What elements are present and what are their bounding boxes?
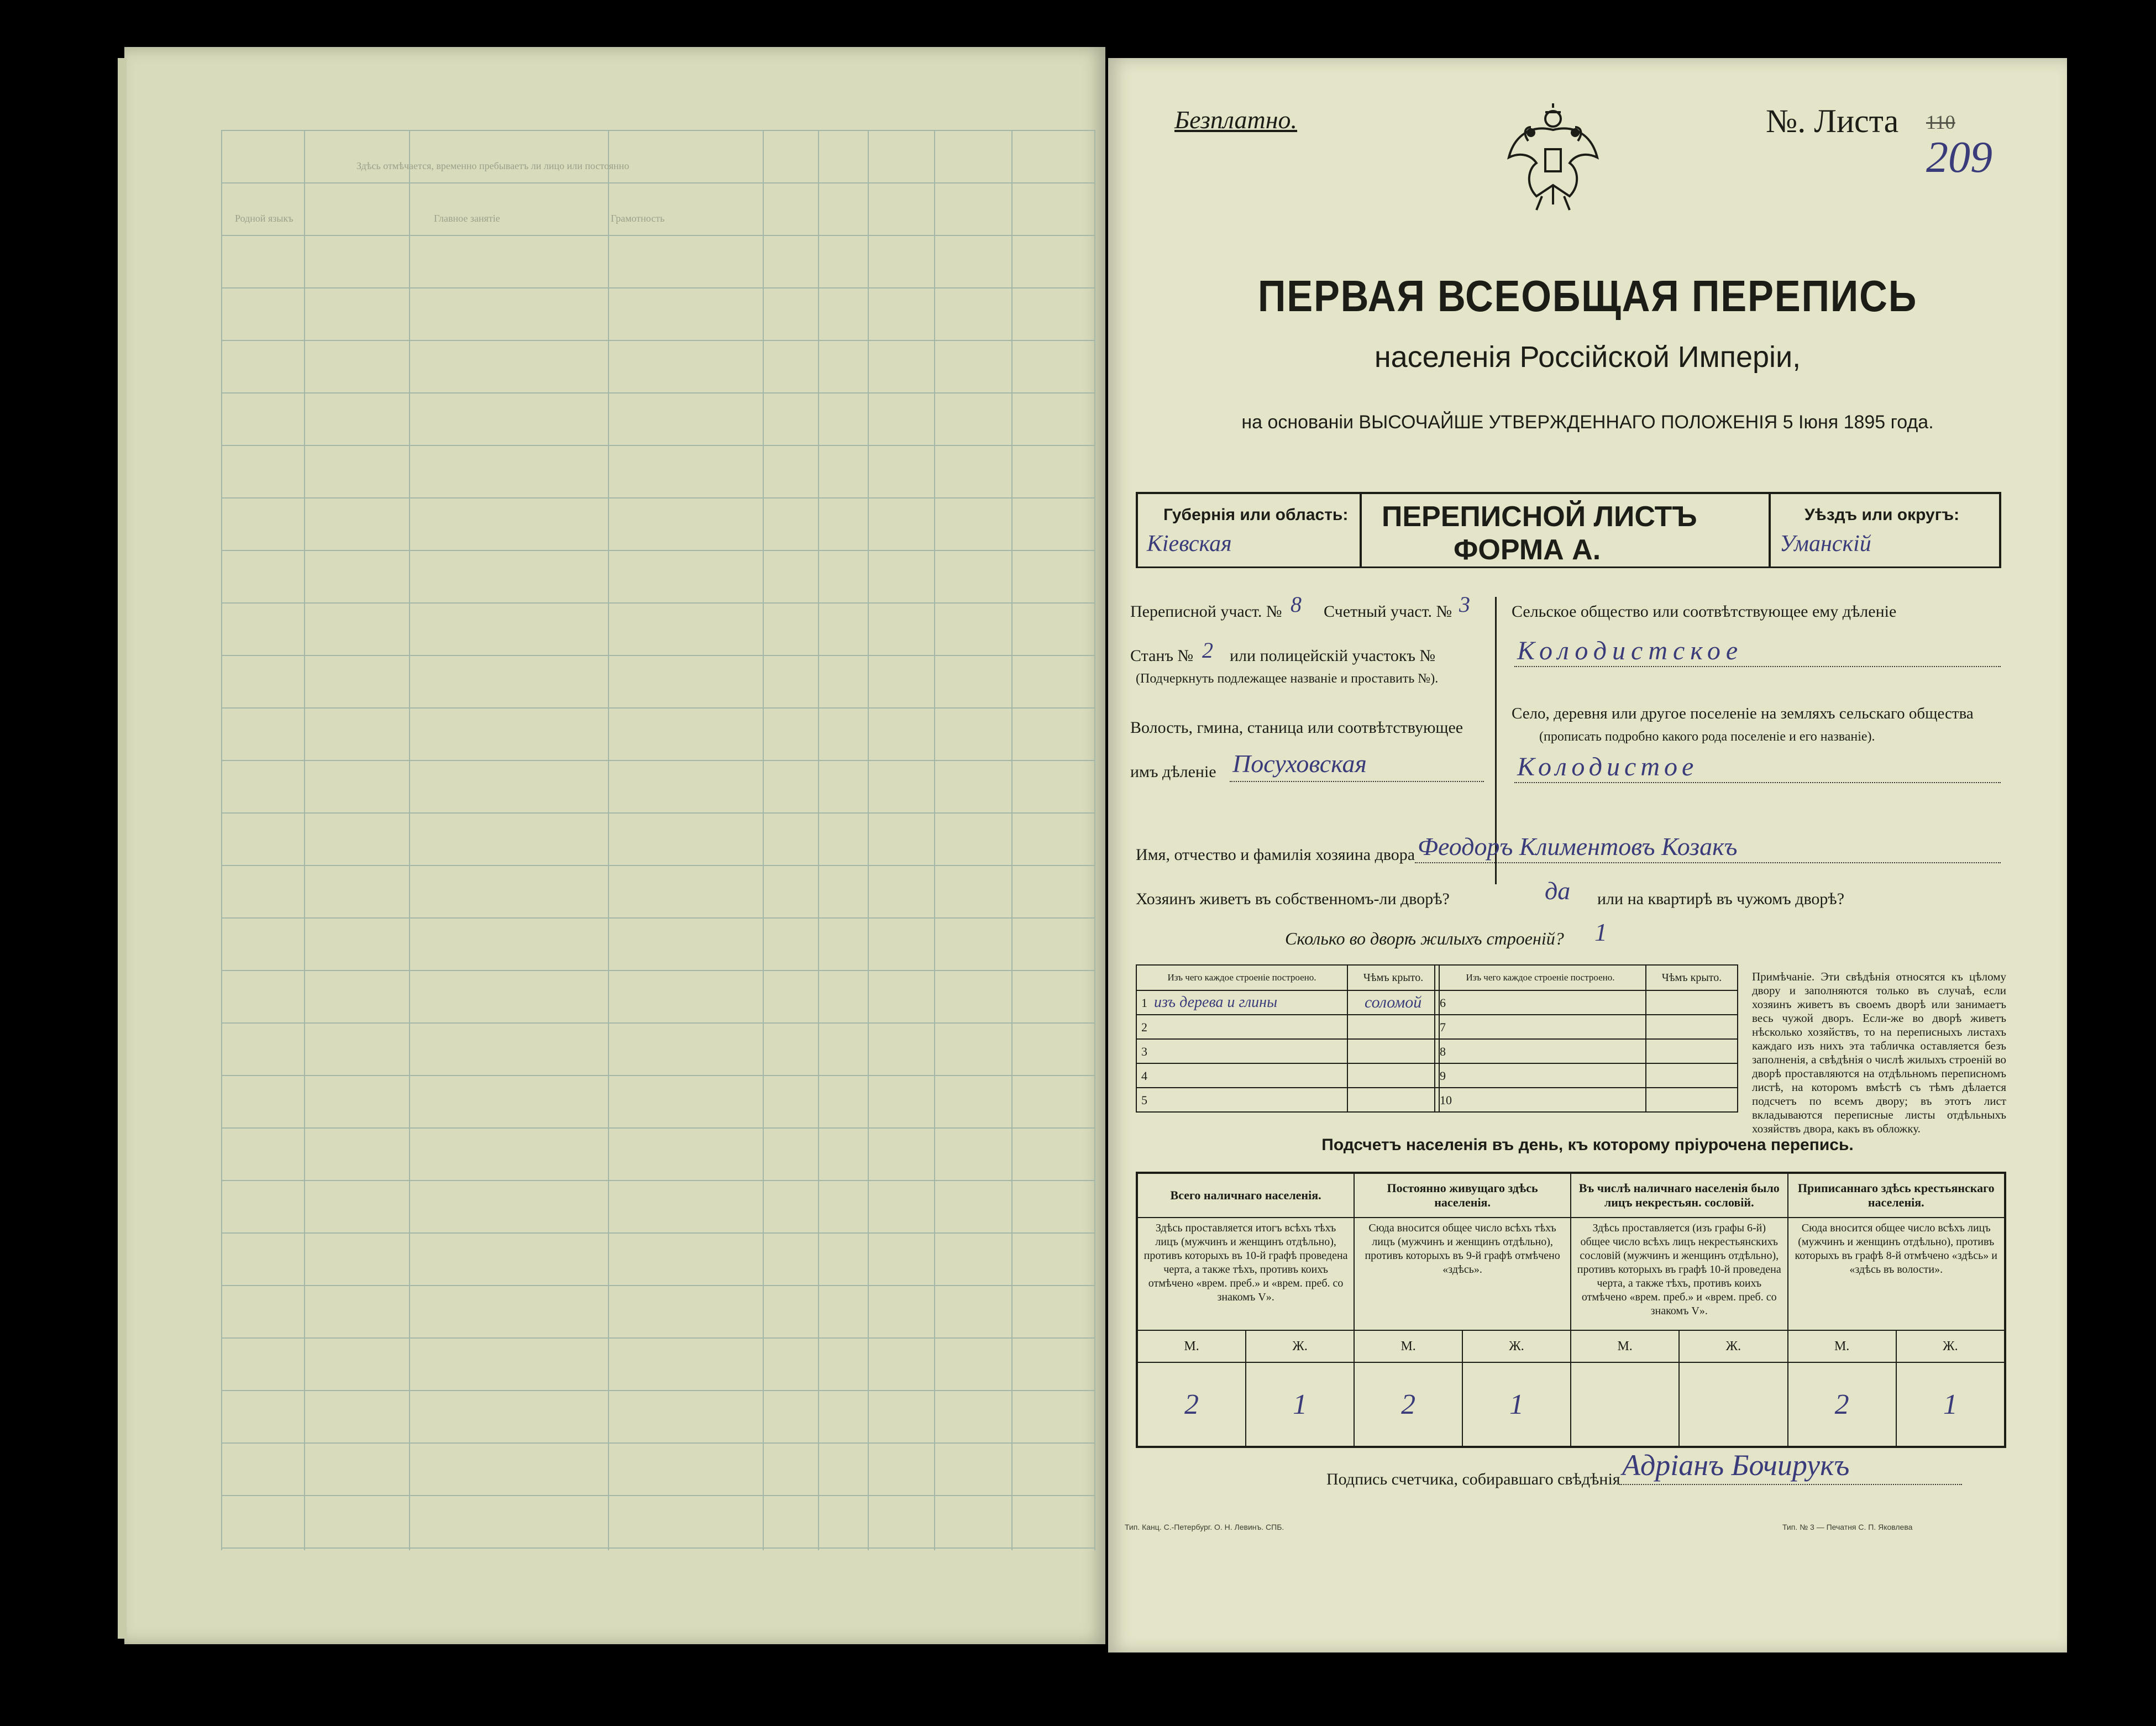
row-number: 3	[1141, 1045, 1147, 1058]
population-desc-row	[1137, 1218, 2005, 1330]
grid-line	[221, 130, 1094, 131]
row-number: 10	[1440, 1093, 1452, 1107]
guberniya-value: Кіевская	[1147, 531, 1232, 557]
building-material-cell[interactable]	[1435, 1063, 1646, 1088]
population-column-description: Сюда вносится общее число всѣхъ лицъ (мужчинъ и женщинъ отдѣльно), противъ которыхъ въ графѣ 8-й отмѣчено «здѣсь» и «здѣсь въ волости».	[1788, 1218, 2006, 1330]
grid-line	[221, 1495, 1094, 1496]
female-header: Ж.	[1679, 1330, 1787, 1362]
row-number: 4	[1141, 1069, 1147, 1083]
table-row	[1435, 1015, 1738, 1039]
population-values-row	[1137, 1362, 2005, 1447]
grid-line	[221, 1390, 1094, 1391]
volost-label: Волость, гмина, станица или соотвѣтствующее	[1130, 718, 1463, 737]
table-row	[1136, 1088, 1439, 1112]
table-row	[1435, 1039, 1738, 1063]
header-material: Изъ чего каждое строеніе построено.	[1136, 965, 1347, 990]
row-number: 6	[1440, 996, 1446, 1010]
grid-line	[221, 1180, 1094, 1181]
male-count[interactable]: 2	[1354, 1362, 1462, 1447]
census-district-label: Переписной участ. №	[1130, 602, 1282, 621]
grid-line	[221, 1127, 1094, 1129]
female-header: Ж.	[1896, 1330, 2005, 1362]
male-count[interactable]	[1571, 1362, 1679, 1447]
village-label: Село, деревня или другое поселеніе на земляхъ сельскаго общества	[1512, 705, 1974, 722]
enumerator-signature: Адріанъ Бочирукъ	[1622, 1449, 1850, 1482]
population-column-description: Здѣсь проставляется итогъ всѣхъ тѣхъ лицъ (мужчинъ и женщинъ отдѣльно), противъ которыхъ въ 10-й графѣ проведена черта, а также тѣхъ, противъ коихъ отмѣчено «врем. преб.» и «врем. преб. со знакомъ V».	[1137, 1218, 1354, 1330]
building-material-cell[interactable]	[1136, 1063, 1347, 1088]
buildings-label: Сколько во дворѣ жилыхъ строеній?	[1285, 928, 1564, 948]
uezd-value: Уманскій	[1780, 531, 1871, 557]
table-row	[1435, 990, 1738, 1015]
grid-line	[221, 340, 1094, 341]
grid-line	[221, 1022, 1094, 1024]
count-district-value[interactable]: 3	[1459, 592, 1470, 617]
building-material-value: изъ дерева и глины	[1154, 994, 1278, 1011]
grid-line	[221, 1337, 1094, 1339]
population-table	[1136, 1172, 2006, 1448]
table-header-row	[1136, 965, 1439, 990]
header-roof: Чѣмъ крыто.	[1646, 965, 1738, 990]
building-roof-cell[interactable]	[1646, 990, 1738, 1015]
row-number: 8	[1440, 1045, 1446, 1058]
eagle-emblem-icon	[1498, 102, 1608, 213]
female-header: Ж.	[1246, 1330, 1354, 1362]
grid-line	[221, 445, 1094, 446]
left-page	[124, 47, 1105, 1644]
row-number: 1	[1141, 996, 1147, 1010]
male-header: М.	[1137, 1330, 1246, 1362]
header-roof: Чѣмъ крыто.	[1347, 965, 1439, 990]
imprint-right: Тип. № 3 — Печатня С. П. Яковлева	[1782, 1523, 1913, 1531]
sheet-number-label: №. Листа	[1766, 103, 1899, 139]
male-header: М.	[1788, 1330, 1896, 1362]
row-number: 7	[1440, 1020, 1446, 1034]
ghost-text: Главное занятіе	[434, 213, 500, 224]
stan-label: Станъ №	[1130, 647, 1194, 665]
ghost-text: Грамотность	[611, 213, 665, 224]
male-count[interactable]: 2	[1137, 1362, 1246, 1447]
building-roof-cell[interactable]	[1646, 1039, 1738, 1063]
population-column-head: Приписаннаго здѣсь крестьянскаго населенія.	[1788, 1173, 2006, 1218]
population-title: Подсчетъ населенія въ день, къ которому пріурочена перепись.	[1321, 1136, 1854, 1154]
lives-own-label: Хозяинъ живетъ въ собственномъ-ли дворѣ?	[1136, 890, 1450, 908]
society-value[interactable]: Колодистское	[1517, 636, 1744, 665]
buildings-table-left	[1136, 964, 1440, 1113]
grid-line	[221, 235, 1094, 236]
grid-line	[221, 1547, 1094, 1549]
building-material-cell[interactable]	[1136, 1015, 1347, 1039]
female-count[interactable]: 1	[1462, 1362, 1571, 1447]
building-roof-cell[interactable]: соломой	[1347, 990, 1439, 1015]
population-head-row	[1137, 1173, 2005, 1218]
grid-line	[221, 1442, 1094, 1444]
building-material-cell[interactable]	[1136, 1039, 1347, 1063]
ghost-text: Родной языкъ	[235, 213, 293, 224]
stan-rest: или полицейскій участокъ №	[1230, 647, 1436, 665]
grid-line	[221, 655, 1094, 656]
female-count[interactable]	[1679, 1362, 1787, 1447]
building-material-cell[interactable]	[1435, 1088, 1646, 1112]
table-row	[1435, 1088, 1738, 1112]
row-number: 5	[1141, 1093, 1147, 1107]
sheet-number-handwritten: 209	[1926, 133, 1992, 182]
page-stack-edge	[118, 58, 127, 1639]
sheet-number-struck: 110	[1926, 111, 1955, 133]
grid-line	[221, 497, 1094, 499]
grid-line	[221, 392, 1094, 394]
volost-value[interactable]: Посуховская	[1232, 749, 1367, 778]
buildings-note: Примѣчаніе. Эти свѣдѣнія относятся къ цѣлому двору и заполняются только въ случаѣ, если хозяинъ живетъ въ своемъ дворѣ или занимаетъ весь чужой дворъ. Если-же во дворѣ живетъ нѣсколько хозяйствъ, то на переписныхъ листахъ каждаго изъ нихъ эта табличка оставляется безъ заполненія, а свѣдѣнія о числѣ жилыхъ строеній во дворѣ проставляются на отдѣльномъ переписномъ листѣ, на которомъ вмѣстѣ съ тѣмъ дѣлается подсчетъ по всемъ двору; въ этотъ лист вкладываются переписные листы отдѣльныхъ хозяйствъ двора, какъ въ обложку.	[1752, 970, 2006, 1135]
lives-own-value[interactable]: да	[1545, 877, 1571, 905]
census-form-page	[1108, 58, 2067, 1652]
grid-line	[221, 1232, 1094, 1234]
grid-line	[221, 1285, 1094, 1286]
male-header: М.	[1354, 1330, 1462, 1362]
lives-rented-label: или на квартирѣ въ чужомъ дворѣ?	[1597, 890, 1845, 908]
guberniya-label: Губернія или область:	[1163, 506, 1349, 524]
grid-line	[221, 1075, 1094, 1076]
building-roof-cell[interactable]	[1347, 1015, 1439, 1039]
free-label: Безплатно.	[1174, 106, 1298, 134]
page-subtitle: населенія Россійской Имперіи,	[1374, 340, 1801, 374]
table-row	[1136, 990, 1439, 1015]
imprint-left: Тип. Канц. С.-Петербург. О. Н. Левинъ. СПБ.	[1125, 1523, 1284, 1531]
building-material-cell[interactable]	[1435, 990, 1646, 1015]
building-material-cell[interactable]	[1435, 1039, 1646, 1063]
building-material-cell[interactable]	[1136, 1088, 1347, 1112]
stan-note: (Подчеркнуть подлежащее названіе и проставить №).	[1136, 671, 1439, 686]
female-header: Ж.	[1462, 1330, 1571, 1362]
population-column-description: Сюда вносится общее число всѣхъ тѣхъ лицъ (мужчинъ и женщинъ отдѣльно), противъ которыхъ въ 9-й графѣ отмѣчено «здѣсь».	[1354, 1218, 1571, 1330]
building-roof-cell[interactable]	[1347, 1039, 1439, 1063]
page-title: ПЕРВАЯ ВСЕОБЩАЯ ПЕРЕПИСЬ	[1257, 271, 1918, 321]
census-district-value[interactable]: 8	[1291, 592, 1302, 617]
table-row	[1136, 1015, 1439, 1039]
building-roof-cell[interactable]	[1646, 1063, 1738, 1088]
form-label: ФОРМА А.	[1454, 534, 1601, 566]
female-count[interactable]: 1	[1246, 1362, 1354, 1447]
owner-label: Имя, отчество и фамилія хозяина двора	[1136, 846, 1415, 864]
row-number: 9	[1440, 1069, 1446, 1083]
owner-value[interactable]: Феодоръ Климентовъ Козакъ	[1418, 832, 1738, 861]
uezd-label: Уѣздъ или округъ:	[1804, 506, 1960, 524]
grid-line	[221, 602, 1094, 604]
building-roof-cell[interactable]	[1347, 1088, 1439, 1112]
population-column-head: Всего наличнаго населенія.	[1137, 1173, 1354, 1218]
grid-line	[221, 287, 1094, 288]
header-material: Изъ чего каждое строеніе построено.	[1435, 965, 1646, 990]
count-district-label: Счетный участ. №	[1324, 602, 1452, 621]
building-roof-cell[interactable]	[1646, 1015, 1738, 1039]
grid-line	[221, 812, 1094, 814]
population-column-head: Въ числѣ наличнаго населенія было лицъ некрестьян. сословій.	[1571, 1173, 1787, 1218]
row-number: 2	[1141, 1020, 1147, 1034]
table-header-row	[1435, 965, 1738, 990]
grid-line	[221, 707, 1094, 709]
building-material-cell[interactable]	[1136, 990, 1347, 1015]
ghost-text: Здѣсь отмѣчается, временно пребываетъ ли лицо или постоянно	[356, 160, 630, 171]
female-count[interactable]: 1	[1896, 1362, 2005, 1447]
village-value[interactable]: Колодистое	[1517, 752, 1698, 781]
grid-line	[221, 182, 1094, 183]
signature-label: Подпись счетчика, собиравшаго свѣдѣнія	[1326, 1470, 1620, 1488]
table-row	[1136, 1063, 1439, 1088]
village-note: (прописать подробно какого рода поселеніе и его названіе).	[1539, 730, 1875, 744]
building-material-cell[interactable]	[1435, 1015, 1646, 1039]
grid-line	[221, 970, 1094, 971]
ghost-grid	[221, 130, 1094, 1550]
grid-line	[221, 865, 1094, 866]
legal-basis: на основаніи ВЫСОЧАЙШЕ УТВЕРЖДЕННАГО ПОЛОЖЕНІЯ 5 Іюня 1895 года.	[1241, 412, 1934, 433]
population-column-description: Здѣсь проставляется (изъ графы 6-й) общее число всѣхъ лицъ некрестьянскихъ сословій (мужчинъ и женщинъ отдѣльно), противъ которыхъ въ графѣ 10-й проведена черта, а также тѣхъ, противъ коихъ отмѣчено «врем. преб.» и «врем. преб. со знакомъ V».	[1571, 1218, 1787, 1330]
male-count[interactable]: 2	[1788, 1362, 1896, 1447]
building-roof-cell[interactable]	[1646, 1088, 1738, 1112]
grid-line	[221, 917, 1094, 919]
society-label: Сельское общество или соотвѣтствующее ему дѣленіе	[1512, 602, 1897, 621]
stan-value[interactable]: 2	[1202, 638, 1213, 663]
buildings-table-right	[1434, 964, 1738, 1113]
building-roof-cell[interactable]	[1347, 1063, 1439, 1088]
grid-line	[221, 760, 1094, 761]
male-header: М.	[1571, 1330, 1679, 1362]
sheet-title: ПЕРЕПИСНОЙ ЛИСТЪ	[1382, 501, 1697, 533]
population-column-head: Постоянно живущаго здѣсь населенія.	[1354, 1173, 1571, 1218]
volost-label-2: имъ дѣленіе	[1130, 763, 1216, 781]
table-row	[1435, 1063, 1738, 1088]
buildings-value[interactable]: 1	[1594, 918, 1607, 946]
table-row	[1136, 1039, 1439, 1063]
grid-line	[221, 550, 1094, 551]
population-sex-row	[1137, 1330, 2005, 1362]
grid-line	[1094, 130, 1095, 1550]
